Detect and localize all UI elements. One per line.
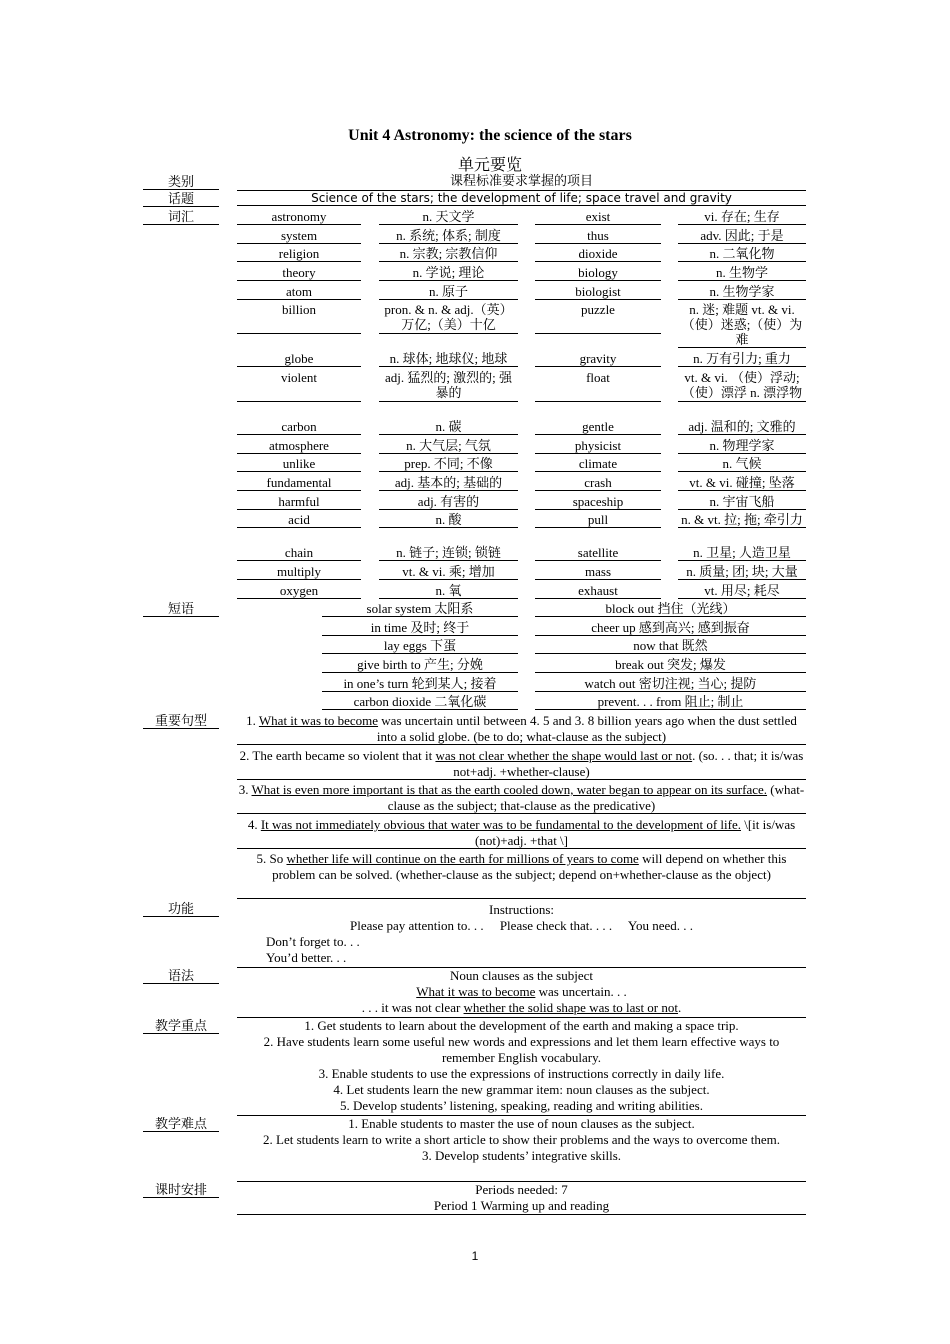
vocab-label: 词汇 xyxy=(143,209,219,225)
vocab-word: acid xyxy=(237,512,361,528)
grammar-example-1-underlined: What it was to become xyxy=(416,984,536,999)
requirement-header: 课程标准要求掌握的项目 xyxy=(449,173,593,188)
phrase-item: lay eggs 下蛋 xyxy=(322,638,518,654)
vocab-word: biology xyxy=(535,265,661,281)
key-point-item: 4. Let students learn the new grammar item: noun clauses as the subject. xyxy=(333,1082,710,1097)
vocab-meaning: n. 气候 xyxy=(678,456,806,472)
function-heading: Instructions: xyxy=(489,902,554,917)
phrase-item: carbon dioxide 二氧化碳 xyxy=(322,694,518,710)
vocab-meaning: n. & vt. 拉; 拖; 牵引力 xyxy=(678,512,806,528)
sentence-4-prefix: 4. xyxy=(247,817,261,832)
vocab-meaning: n. 质量; 团; 块; 大量 xyxy=(678,564,806,580)
sentence-2-prefix: 2. The earth became so violent that it xyxy=(239,748,436,763)
key-point-item: 1. Get students to learn about the development of the earth and making a space trip. xyxy=(304,1018,739,1033)
vocab-meaning: n. 酸 xyxy=(379,512,518,528)
vocab-word: multiply xyxy=(237,564,361,580)
difficulty-item: 1. Enable students to master the use of noun clauses as the subject. xyxy=(348,1116,695,1131)
schedule-label: 课时安排 xyxy=(143,1182,219,1198)
vocab-meaning: n. 天文学 xyxy=(379,209,518,225)
vocab-meaning: n. 原子 xyxy=(379,284,518,300)
phrase-item: in time 及时; 终于 xyxy=(322,620,518,636)
vocab-word: fundamental xyxy=(237,475,361,491)
grammar-example-1 xyxy=(237,984,806,1000)
sentence-4-suffix: \[it is/was (not)+adj. +that \] xyxy=(475,817,796,848)
phrase-item: give birth to 产生; 分娩 xyxy=(322,657,518,673)
vocab-word: dioxide xyxy=(535,246,661,262)
sentence-5-suffix: will depend on whether this problem can be solved. (whether-clause as the subject; depend on+whether-clause as the object) xyxy=(272,851,787,882)
vocab-meaning: adv. 因此; 于是 xyxy=(678,228,806,244)
vocab-meaning: n. 球体; 地球仪; 地球 xyxy=(379,351,518,367)
grammar-example-2-prefix: . . . it was not clear xyxy=(361,1000,464,1015)
vocab-word: system xyxy=(237,228,361,244)
schedule-periods: Periods needed: 7 xyxy=(475,1182,568,1197)
vocab-word: billion xyxy=(237,302,361,334)
vocab-word: globe xyxy=(237,351,361,367)
phrase-item: break out 突发; 爆发 xyxy=(535,657,806,673)
vocab-word: gentle xyxy=(535,419,661,435)
difficulties-list xyxy=(237,1115,806,1164)
sentence-4-underlined: It was not immediately obvious that water was to be fundamental to the development of life. xyxy=(260,817,741,832)
vocab-meaning: n. 学说; 理论 xyxy=(379,265,518,281)
sentence-2-suffix: . (so. . . that; it is/was not+adj. +whether-clause) xyxy=(453,748,804,779)
vocab-meaning: adj. 基本的; 基础的 xyxy=(379,475,518,491)
vocab-meaning: n. 卫星; 人造卫星 xyxy=(678,545,806,561)
vocab-meaning: n. 系统; 体系; 制度 xyxy=(379,228,518,244)
page-number: 1 xyxy=(471,1249,479,1263)
sentence-3-prefix: 3. xyxy=(238,782,252,797)
vocab-meaning: n. 碳 xyxy=(379,419,518,435)
vocab-word: satellite xyxy=(535,545,661,561)
phrase-item: cheer up 感到高兴; 感到振奋 xyxy=(535,620,806,636)
vocab-word: harmful xyxy=(237,494,361,510)
vocab-word: astronomy xyxy=(237,209,361,225)
phrase-item: block out 挡住（光线） xyxy=(535,601,806,617)
vocab-word: mass xyxy=(535,564,661,580)
vocab-meaning: adj. 猛烈的; 激烈的; 强暴的 xyxy=(379,370,518,402)
vocab-word: physicist xyxy=(535,438,661,454)
phrase-item: prevent. . . from 阻止; 制止 xyxy=(535,694,806,710)
sentences-label: 重要句型 xyxy=(143,713,219,729)
grammar-example-2-underlined: whether the solid shape was to last or not xyxy=(463,1000,679,1015)
grammar-example-2 xyxy=(237,1000,806,1016)
schedule-period-1: Period 1 Warming up and reading xyxy=(433,1198,610,1213)
vocab-word: religion xyxy=(237,246,361,262)
vocab-meaning: prep. 不同; 不像 xyxy=(379,456,518,472)
vocab-word: theory xyxy=(237,265,361,281)
vocab-meaning: n. 宇宙飞船 xyxy=(678,494,806,510)
vocab-word: float xyxy=(535,370,661,402)
vocab-word: oxygen xyxy=(237,583,361,599)
vocab-word: spaceship xyxy=(535,494,661,510)
vocab-word: crash xyxy=(535,475,661,491)
grammar-block xyxy=(237,967,806,1016)
sentence-1 xyxy=(237,713,806,745)
grammar-heading: Noun clauses as the subject xyxy=(450,968,593,983)
sentence-4 xyxy=(237,817,806,849)
vocab-meaning: n. 二氧化物 xyxy=(678,246,806,262)
phrase-item: now that 既然 xyxy=(535,638,806,654)
phrase-item: solar system 太阳系 xyxy=(322,601,518,617)
vocab-word: unlike xyxy=(237,456,361,472)
key-point-item: 5. Develop students’ listening, speaking, reading and writing abilities. xyxy=(340,1098,703,1113)
vocab-word: carbon xyxy=(237,419,361,435)
vocab-meaning: adj. 温和的; 文雅的 xyxy=(678,419,806,435)
vocab-meaning: pron. & n. & adj.（英）万亿;（美）十亿 xyxy=(379,302,518,334)
key-points-label: 教学重点 xyxy=(143,1018,219,1034)
sentence-2 xyxy=(237,748,806,780)
sentence-5 xyxy=(237,851,806,899)
page-subtitle: 单元要览 xyxy=(457,157,522,174)
vocab-meaning: n. 氧 xyxy=(379,583,518,599)
sentence-5-underlined: whether life will continue on the earth for millions of years to come xyxy=(286,851,639,866)
function-line-1: Please pay attention to. . . Please check that. . . . You need. . . xyxy=(350,918,693,933)
sentence-3-underlined: What is even more important is that as the earth cooled down, water began to appear on its surface. xyxy=(251,782,768,797)
function-label: 功能 xyxy=(143,901,219,917)
sentence-2-underlined: was not clear whether the shape would last or not xyxy=(435,748,693,763)
function-line-3: You’d better. . . xyxy=(266,950,347,965)
vocab-word: violent xyxy=(237,370,361,402)
page-title: Unit 4 Astronomy: the science of the stars xyxy=(348,127,632,144)
phrases-label: 短语 xyxy=(143,601,219,617)
category-header: 类别 xyxy=(143,174,219,190)
vocab-word: puzzle xyxy=(535,302,661,334)
phrase-item: watch out 密切注视; 当心; 提防 xyxy=(535,676,806,692)
vocab-meaning: vt. 用尽; 耗尽 xyxy=(678,583,806,599)
vocab-meaning: vt. & vi. 乘; 增加 xyxy=(379,564,518,580)
sentence-1-suffix: was uncertain until between 4. 5 and 3. 8 billion years ago when the dust settled into a solid globe. (be to do; what-clause as the subject) xyxy=(376,713,797,744)
vocab-meaning: n. 大气层; 气氛 xyxy=(379,438,518,454)
schedule-block xyxy=(237,1181,806,1215)
vocab-word: exhaust xyxy=(535,583,661,599)
sentence-5-prefix: 5. So xyxy=(256,851,287,866)
vocab-word: exist xyxy=(535,209,661,225)
sentence-1-underlined: What it was to become xyxy=(258,713,379,728)
key-point-item: 3. Enable students to use the expressions of instructions correctly in daily life. xyxy=(318,1066,725,1081)
vocab-word: pull xyxy=(535,512,661,528)
vocab-word: thus xyxy=(535,228,661,244)
vocab-word: atom xyxy=(237,284,361,300)
vocab-meaning: vi. 存在; 生存 xyxy=(678,209,806,225)
vocab-meaning: n. 迷; 难题 vt. & vi.（使）迷惑;（使）为难 xyxy=(678,302,806,348)
difficulty-item: 2. Let students learn to write a short article to show their problems and the ways to overcome them. xyxy=(263,1132,780,1147)
vocab-meaning: n. 物理学家 xyxy=(678,438,806,454)
vocab-meaning: n. 生物学家 xyxy=(678,284,806,300)
vocab-meaning: n. 链子; 连锁; 锁链 xyxy=(379,545,518,561)
vocab-word: gravity xyxy=(535,351,661,367)
vocab-meaning: vt. & vi. （使）浮动;（使）漂浮 n. 漂浮物 xyxy=(678,370,806,402)
sentence-3 xyxy=(237,782,806,814)
vocab-word: biologist xyxy=(535,284,661,300)
function-line-2: Don’t forget to. . . xyxy=(266,934,360,949)
sentence-1-prefix: 1. xyxy=(246,713,259,728)
phrase-item: in one’s turn 轮到某人; 接着 xyxy=(322,676,518,692)
grammar-example-2-suffix: . xyxy=(678,1000,682,1015)
vocab-word: climate xyxy=(535,456,661,472)
key-points-list xyxy=(237,1017,806,1114)
topic-content: Science of the stars; the development of life; space travel and gravity xyxy=(237,190,806,206)
topic-label: 话题 xyxy=(143,191,219,207)
grammar-label: 语法 xyxy=(143,968,219,984)
vocab-meaning: n. 万有引力; 重力 xyxy=(678,351,806,367)
grammar-example-1-suffix: was uncertain. . . xyxy=(535,984,627,999)
key-point-item: 2. Have students learn some useful new words and expressions and let them learn effective ways to remember English vocabulary. xyxy=(263,1034,780,1065)
difficulty-item: 3. Develop students’ integrative skills. xyxy=(421,1148,622,1163)
vocab-meaning: vt. & vi. 碰撞; 坠落 xyxy=(678,475,806,491)
sentence-3-suffix: (what-clause as the subject; that-clause as the predicative) xyxy=(387,782,805,813)
vocab-meaning: adj. 有害的 xyxy=(379,494,518,510)
vocab-meaning: n. 宗教; 宗教信仰 xyxy=(379,246,518,262)
difficulties-label: 教学难点 xyxy=(143,1116,219,1132)
vocab-meaning: n. 生物学 xyxy=(678,265,806,281)
vocab-word: atmosphere xyxy=(237,438,361,454)
vocab-word: chain xyxy=(237,545,361,561)
